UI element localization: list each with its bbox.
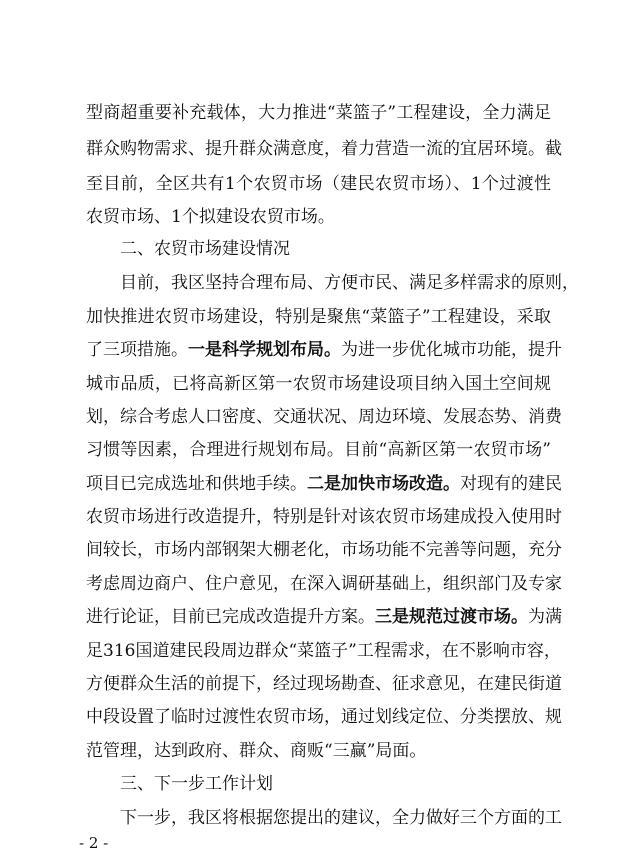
paragraph-line: 中段设置了临时过渡性农贸市场，通过划线定位、分类摆放、规 (86, 707, 562, 727)
paragraph-line: 习惯等因素，合理进行规划布局。目前“高新区第一农贸市场” (86, 440, 551, 460)
paragraph-line: 群众购物需求、提升群众满意度，着力营造一流的宜居环境。截 (86, 139, 562, 159)
paragraph-line: 范管理，达到政府、群众、商贩“三赢”局面。 (86, 741, 427, 761)
text-span: 对现有的建民 (460, 474, 562, 494)
paragraph-line: 下一步，我区将根据您提出的建议，全力做好三个方面的工 (120, 808, 562, 828)
text-span: 项目已完成选址和供地手续。 (86, 474, 307, 494)
paragraph-line: 加快推进农贸市场建设，特别是聚焦“菜篮子”工程建设，采取 (86, 307, 551, 327)
paragraph-line: 间较长，市场内部钢架大棚老化，市场功能不完善等问题，充分 (86, 540, 562, 560)
paragraph-line-mixed (86, 606, 562, 630)
paragraph-line: 方便群众生活的前提下，经过现场勘查、征求意见，在建民街道 (86, 674, 562, 694)
paragraph-line: 城市品质，已将高新区第一农贸市场建设项目纳入国土空间规 (86, 374, 551, 394)
paragraph-line: 划，综合考虑人口密度、交通状况、周边环境、发展态势、消费 (86, 407, 562, 427)
paragraph-line: 至目前，全区共有1个农贸市场（建民农贸市场）、1个过渡性 (86, 174, 551, 194)
section-heading-2: 二、农贸市场建设情况 (120, 239, 290, 259)
bold-measure-1: 一是科学规划布局。 (188, 340, 341, 360)
text-span: 进行论证，目前已完成改造提升方案。 (86, 607, 375, 627)
text-span: 了三项措施。 (86, 340, 188, 360)
page-number: - 2 - (79, 834, 109, 852)
paragraph-line: 农贸市场进行改造提升，特别是针对该农贸市场建成投入使用时 (86, 507, 562, 527)
bold-measure-2: 二是加快市场改造。 (307, 474, 460, 494)
paragraph-line-mixed (86, 339, 562, 363)
paragraph-line: 型商超重要补充载体，大力推进“菜篮子”工程建设，全力满足 (86, 103, 551, 123)
paragraph-line: 目前，我区坚持合理布局、方便市民、满足多样需求的原则， (120, 273, 579, 293)
paragraph-line: 足316国道建民段周边群众“菜篮子”工程需求，在不影响市容， (86, 641, 561, 661)
paragraph-line: 考虑周边商户、住户意见，在深入调研基础上，组织部门及专家 (86, 574, 562, 594)
text-span: 为进一步优化城市功能，提升 (341, 340, 562, 360)
text-span: 为满 (528, 607, 562, 627)
section-heading-3: 三、下一步工作计划 (120, 774, 273, 794)
paragraph-line-mixed (86, 473, 562, 497)
bold-measure-3: 三是规范过渡市场。 (375, 607, 528, 627)
paragraph-line: 农贸市场、1个拟建设农贸市场。 (86, 207, 335, 227)
